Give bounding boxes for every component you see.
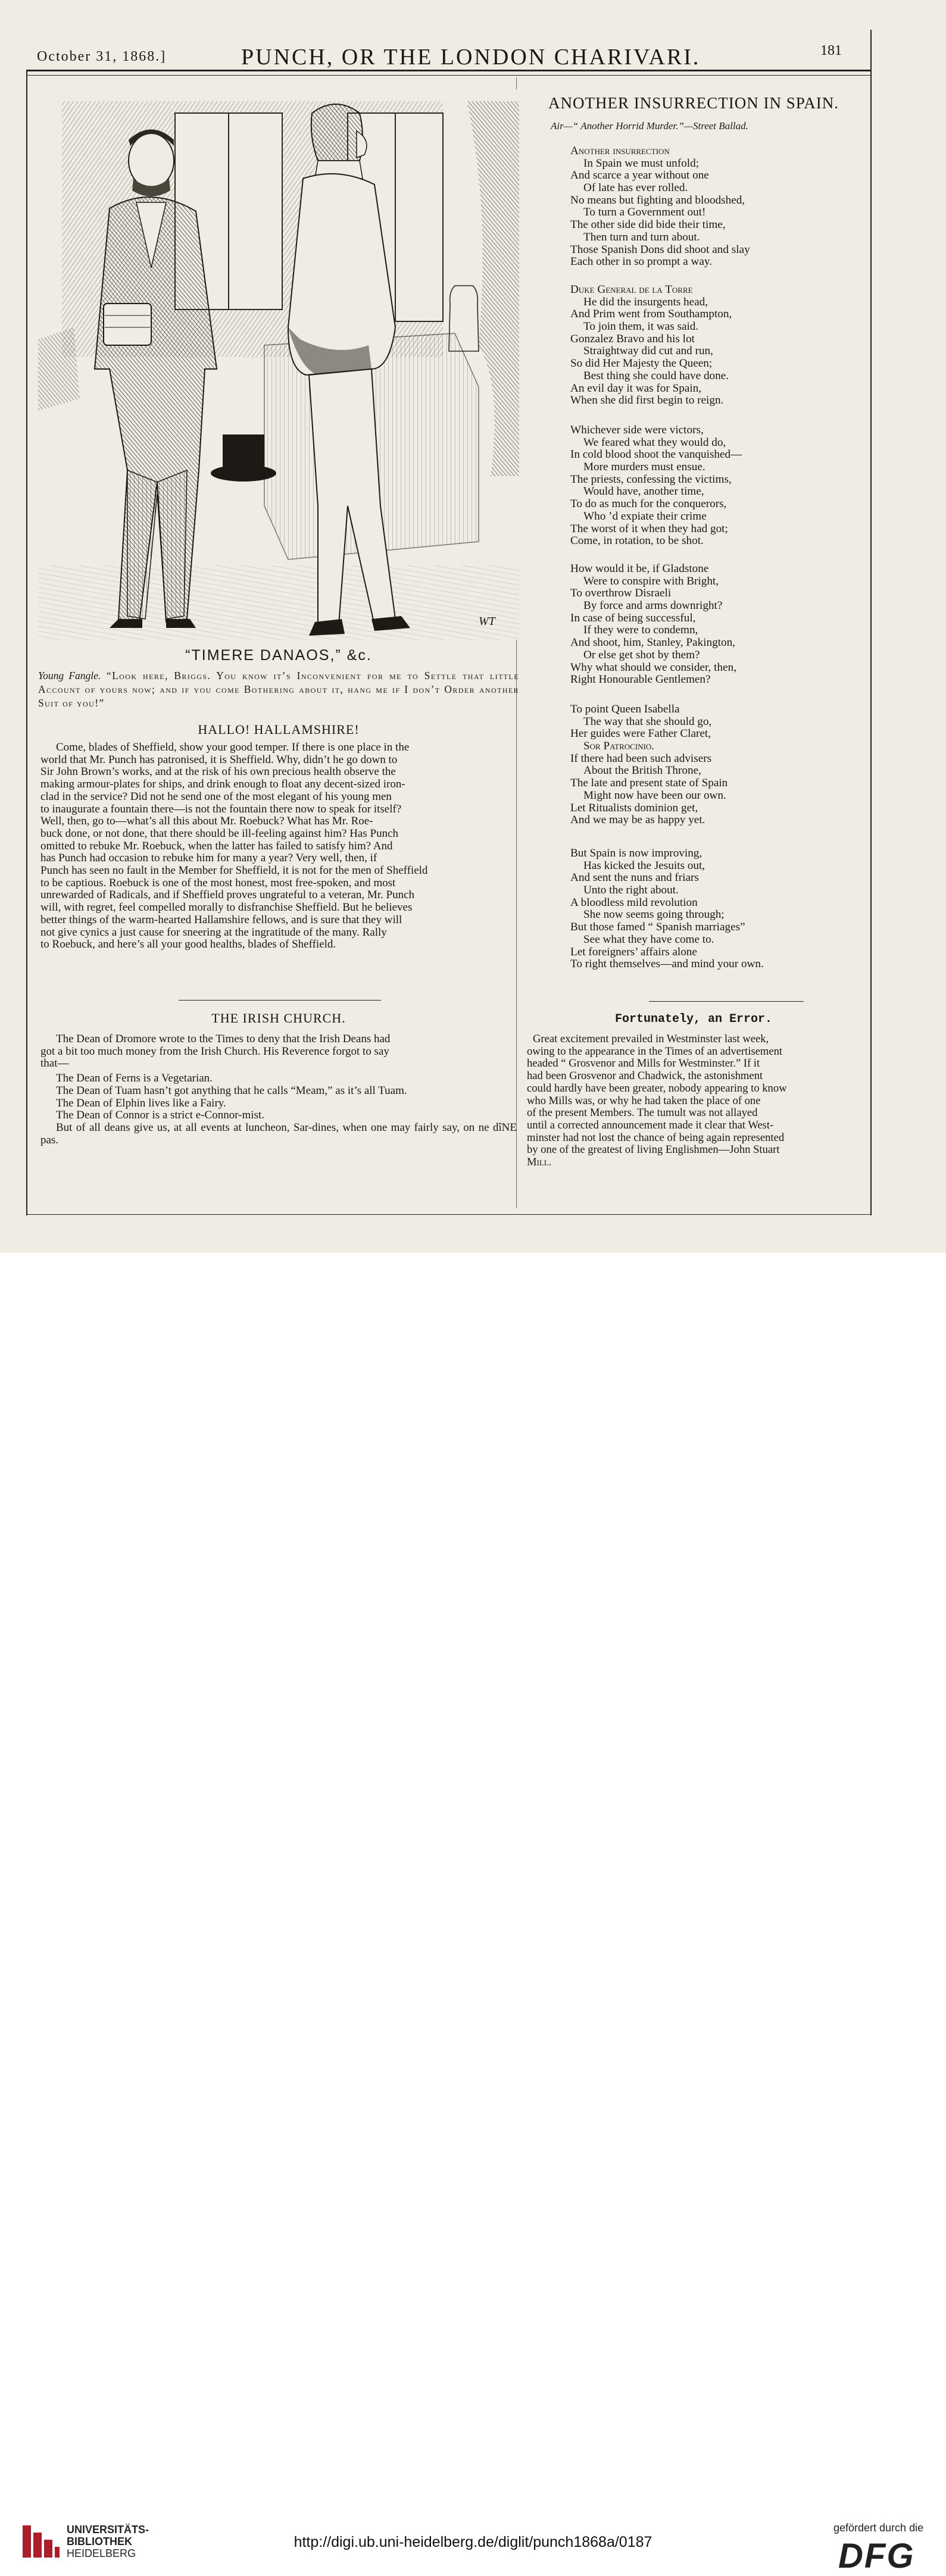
- poem-line: Might now have been our own.: [583, 789, 726, 802]
- article-line: until a corrected announcement made it clear that West-: [527, 1118, 774, 1131]
- poem-line: When she did first begin to reign.: [570, 394, 724, 407]
- poem-line: She now seems going through;: [583, 908, 725, 921]
- poem-line: Straightway did cut and run,: [583, 345, 713, 358]
- poem-line: Unto the right about.: [583, 884, 679, 897]
- poem-line: Were to conspire with Bright,: [583, 574, 719, 587]
- dfg-logo: DFG: [838, 2537, 915, 2575]
- poem-line: And sent the nuns and friars: [570, 871, 699, 884]
- poem-line: Let foreigners’ affairs alone: [570, 945, 697, 958]
- article-line: to Roebuck, and here’s all your good healths, blades of Sheffield.: [40, 938, 336, 951]
- poem-line: Best thing she could have done.: [583, 369, 729, 382]
- poem-line: How would it be, if Gladstone: [570, 562, 709, 575]
- poem-line: See what they have come to.: [583, 933, 714, 946]
- poem-line: No means but fighting and bloodshed,: [570, 193, 745, 207]
- poem-stanza-5: [570, 704, 728, 827]
- poem-stanza-3: [570, 424, 742, 548]
- poem-line: Each other in so prompt a way.: [570, 255, 712, 268]
- poem-line: To right themselves—and mind your own.: [570, 958, 764, 971]
- dean-line: But of all deans give us, at all events at luncheon, Sar-dines, when one may fairly say, on ne dîNE pas.: [40, 1121, 517, 1146]
- poem-line: Would have, another time,: [583, 485, 704, 498]
- floor: [38, 565, 519, 640]
- cartoon-speaker: Young Fangle.: [38, 670, 101, 681]
- article-line: to inaugurate a fountain there—is not the fountain there now to speak for itself?: [40, 802, 402, 815]
- poem-line: The late and present state of Spain: [570, 777, 728, 790]
- library-name-line: HEIDELBERG: [67, 2547, 136, 2559]
- article-line: will, with regret, feel compelled morally to disfranchise Sheffield. But he believes: [40, 901, 413, 914]
- cartoon-illustration: [38, 89, 519, 640]
- library-name-line: UNIVERSITÄTS-: [67, 2524, 149, 2536]
- poem-line: About the British Throne,: [583, 764, 701, 777]
- poem-line: To overthrow Disraeli: [570, 587, 672, 600]
- poem-line: The worst of it when they had got;: [570, 522, 728, 535]
- article-line: who Mills was, or why he had taken the place of one: [527, 1094, 761, 1107]
- article-line: had been Grosvenor and Chadwick, the astonishment: [527, 1070, 763, 1083]
- poem-line: In case of being successful,: [570, 611, 696, 624]
- poem-line: So did Her Majesty the Queen;: [570, 357, 713, 370]
- poem-line: And Prim went from Southampton,: [570, 308, 732, 321]
- article-line: got a bit too much money from the Irish Church. His Reverence forgot to say: [40, 1045, 389, 1058]
- poem-stanza-2: [570, 284, 732, 407]
- dean-line: The Dean of Tuam hasn’t got anything that he calls “Meam,” as it’s all Tuam.: [56, 1084, 407, 1097]
- poem-line: Who ’d expiate their crime: [583, 509, 707, 523]
- irish-church-title: THE IRISH CHURCH.: [211, 1011, 346, 1026]
- article-line: to be captious. Roebuck is one of the most honest, most free-spoken, and most: [40, 876, 396, 889]
- dean-line: The Dean of Elphin lives like a Fairy.: [56, 1096, 226, 1109]
- poem-line: In Spain we must unfold;: [583, 157, 699, 170]
- poem-line: Has kicked the Jesuits out,: [583, 859, 705, 872]
- poem-line: Let Ritualists dominion get,: [570, 801, 698, 814]
- poem-line: To point Queen Isabella: [570, 703, 680, 715]
- article-line: better things of the warm-hearted Hallamshire fellows, and is sure that they will: [40, 913, 402, 926]
- article-line: Well, then, go to—what’s all this about Mr. Roebuck? What has Mr. Roe-: [40, 815, 373, 828]
- poem-line: Or else get shot by them?: [583, 648, 700, 661]
- article-line: has Punch had occasion to rebuke him for many a year? Very well, then, if: [40, 852, 377, 865]
- poem-stanza-1: [570, 145, 750, 268]
- poem-line: He did the insurgents head,: [583, 295, 708, 308]
- article-line: Mill.: [527, 1156, 552, 1169]
- article-line: Great excitement prevailed in Westminster last week,: [533, 1033, 769, 1045]
- header-rule: [26, 70, 872, 71]
- poem-line: The way that she should go,: [583, 715, 712, 728]
- poem-line: Gonzalez Bravo and his lot: [570, 332, 695, 345]
- dean-line: The Dean of Ferns is a Vegetarian.: [56, 1072, 213, 1085]
- poem-line: Right Honourable Gentlemen?: [570, 673, 711, 686]
- article-line: by one of the greatest of living Englishmen—John Stuart: [527, 1143, 780, 1156]
- article-line: clad in the service? Did not he send one of the most elegant of his young men: [40, 790, 392, 803]
- poem-line: A bloodless mild revolution: [570, 896, 698, 909]
- article-line: world that Mr. Punch has patronised, it is Sheffield. Why, didn’t he go down to: [40, 753, 398, 766]
- article-line: owing to the appearance in the Times of an advertisement: [527, 1045, 783, 1058]
- hallamshire-article: [40, 742, 517, 951]
- newspaper-page: [0, 0, 946, 1253]
- poem-line: By force and arms downright?: [583, 599, 723, 612]
- poem-line: Those Spanish Dons did shoot and slay: [570, 243, 750, 256]
- cartoon-caption: [38, 669, 519, 710]
- article-line: Punch has seen no fault in the Member for Sheffield, it is not for the men of Sheffield: [40, 864, 428, 877]
- cartoon-speech: “Look here, Briggs. You know it’s Inconvenient for me to Settle that little Account of yours now; and if you come Bothering about it, hang me if I don’t Order another Suit of you!”: [38, 670, 520, 709]
- article-line: omitted to rebuke Mr. Roebuck, when the latter has failed to satisfy him? And: [40, 839, 393, 852]
- poem-line: And we may be as happy yet.: [570, 814, 705, 827]
- poem-line: Her guides were Father Claret,: [570, 727, 711, 740]
- article-line: that—: [40, 1057, 69, 1070]
- poem-line: Why what should we consider, then,: [570, 661, 736, 674]
- poem-line: More murders must ensue.: [583, 461, 705, 474]
- hallamshire-title: HALLO! HALLAMSHIRE!: [198, 722, 360, 737]
- shelf: [38, 327, 80, 411]
- poem-line: We feared what they would do,: [583, 436, 726, 449]
- irish-church-article: [40, 1033, 517, 1146]
- article-line: minster had not lost the chance of being again represented: [527, 1131, 785, 1144]
- article-line: unrewarded of Radicals, and if Sheffield proves ungrateful to a veteran, Mr. Punch: [40, 889, 415, 902]
- poem-line: Come, in rotation, to be shot.: [570, 534, 704, 548]
- artist-signature: WT: [479, 615, 495, 628]
- header-rule-thin: [26, 75, 872, 76]
- cartoon-title: “TIMERE DANAOS,” &c.: [185, 647, 372, 664]
- article-line: headed “ Grosvenor and Mills for Westminster.” If it: [527, 1057, 760, 1070]
- poem-line: If there had been such advisers: [570, 752, 712, 765]
- issue-date: October 31, 1868.]: [37, 49, 167, 64]
- article-line: making armour-plates for ships, and drink enough to float any decent-sized iron-: [40, 778, 405, 791]
- poem-line: Of late has ever rolled.: [583, 182, 688, 195]
- article-line: could hardly have been greater, nobody appearing to know: [527, 1081, 787, 1095]
- poem-stanza-6: [570, 848, 764, 971]
- poem-line: And shoot, him, Stanley, Pakington,: [570, 636, 735, 649]
- poem-stanza-4: [570, 563, 736, 686]
- dean-line: The Dean of Connor is a strict e-Connor-mist.: [56, 1109, 264, 1122]
- poem-line: In cold blood shoot the vanquished—: [570, 448, 742, 461]
- poem-line: To do as much for the conquerors,: [570, 498, 727, 511]
- article-line: buck done, or not done, that there should be ill-feeling against him? Has Punch: [40, 827, 398, 840]
- poem-line: The priests, confessing the victims,: [570, 473, 732, 486]
- poem-line: And scarce a year without one: [570, 169, 709, 182]
- poem-line: To join them, it was said.: [583, 320, 699, 333]
- masthead-title: PUNCH, OR THE LONDON CHARIVARI.: [241, 45, 701, 70]
- fortunately-title: Fortunately, an Error.: [614, 1012, 773, 1026]
- article-line: Come, blades of Sheffield, show your good temper. If there is one place in the: [56, 741, 410, 754]
- source-url-link[interactable]: http://digi.ub.uni-heidelberg.de/diglit/punch1868a/0187: [294, 2534, 652, 2550]
- page-border-right: [870, 30, 872, 1215]
- poem-line: Duke General de la Torre: [570, 283, 693, 296]
- tune-note: Air—“ Another Horrid Murder.”—Street Ballad.: [551, 120, 748, 132]
- article-line: not give cynics a just cause for sneering at the ingratitude of the many. Rally: [40, 926, 387, 939]
- poem-line: The other side did bide their time,: [570, 218, 726, 232]
- article-line: The Dean of Dromore wrote to the Times to deny that the Irish Deans had: [56, 1033, 391, 1045]
- page-border-left: [26, 70, 27, 1215]
- poem-line: To turn a Government out!: [583, 206, 706, 219]
- insurrection-title: ANOTHER INSURRECTION IN SPAIN.: [548, 94, 839, 112]
- footer-rule: [26, 1214, 872, 1215]
- article-line: Sir John Brown’s works, and at the risk of his own precious health observe the: [40, 765, 396, 779]
- poem-line: An evil day it was for Spain,: [570, 382, 702, 395]
- page-number: 181: [820, 43, 842, 58]
- article-line: of the present Members. The tumult was not allayed: [527, 1106, 758, 1120]
- poem-line: Then turn and turn about.: [583, 230, 700, 243]
- fortunately-article: [527, 1033, 863, 1169]
- funding-label: gefördert durch die: [833, 2522, 924, 2534]
- digitization-footer: [0, 1253, 946, 2575]
- poem-line: If they were to condemn,: [583, 624, 698, 637]
- poem-line: But Spain is now improving,: [570, 847, 703, 859]
- library-name-line: BIBLIOTHEK: [67, 2536, 132, 2547]
- poem-line: Whichever side were victors,: [570, 424, 704, 436]
- section-rule: [179, 1000, 381, 1001]
- section-rule-right: [649, 1001, 804, 1002]
- poem-line: But those famed “ Spanish marriages”: [570, 921, 745, 934]
- poem-line: Another insurrection: [570, 145, 670, 157]
- poem-line: Sor Patrocinio.: [583, 740, 655, 753]
